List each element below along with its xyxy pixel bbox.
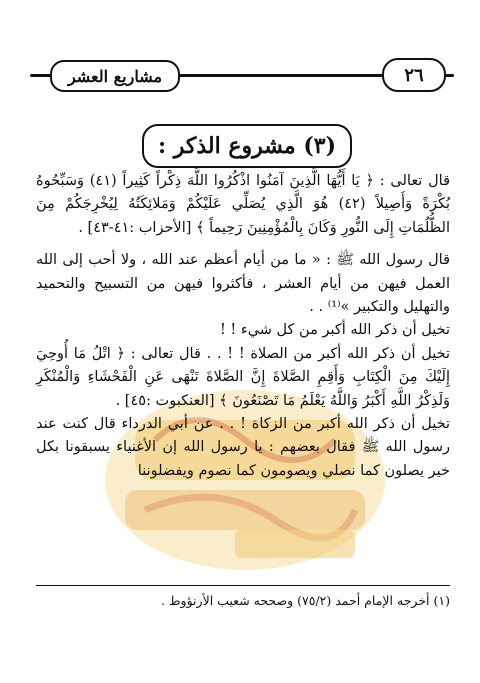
- paragraph-hadith-ashr: قال رسول الله ﷺ : « ما من أيام أعظم عند الله ، ولا أحب إلى الله العمل فيهن من أيام العشر ، فأكثروا فيهن من التسبيح والتحميد والتهليل والتكبير »⁽¹⁾ . .: [36, 252, 450, 316]
- paragraph-verse-ahzab: قال تعالى : ﴿ يَا أَيُّهَا الَّذِينَ آمَنُوا اذْكُرُوا اللَّهَ ذِكْراً كَثِيراً (٤١) وَسَبِّحُوهُ بُكْرَةً وَأَصِيلاً (٤٢) هُوَ الَّذِي يُصَلِّي عَلَيْكُمْ وَمَلائِكَتُهُ لِيُخْرِجَكُمْ مِنَ الظُّلُمَاتِ إِلَى النُّورِ وَكَانَ بِالْمُؤْمِنِينَ رَحِيماً ﴾ [الأحزاب :٤١-٤٣] .: [36, 173, 451, 236]
- footnote-rule: [36, 585, 450, 586]
- page-number: ٢٦: [382, 58, 446, 92]
- section-title: (٣) مشروع الذكر :: [142, 124, 352, 168]
- book-title: مشاريع العشر: [50, 60, 180, 92]
- page-header: [30, 56, 454, 96]
- paragraph-dhikr-salah: تخيل أن ذكر الله أكبر من الصلاة ! ! . . قال تعالى : ﴿ اتْلُ مَا أُوحِيَ إِلَيْكَ مِنَ الْكِتَابِ وَأَقِمِ الصَّلاةَ إِنَّ الصَّلاةَ تَنْهَى عَنِ الْفَحْشَاءِ وَالْمُنْكَرِ وَلَذِكْرُ اللَّهِ أَكْبَرُ وَاللَّهُ يَعْلَمُ مَا تَصْنَعُونَ ﴾ [العنكبوت :٤٥] .: [36, 345, 450, 409]
- footnote: (١) أخرجه الإمام أحمد (٧٥/٢) وصححه شعيب الأرنؤوط .: [161, 593, 450, 608]
- body-text: [36, 170, 450, 483]
- paragraph-dhikr-greatest: تخيل أن ذكر الله أكبر من كل شيء ! !: [220, 322, 450, 339]
- paragraph-dhikr-zakah: تخيل أن ذكر الله أكبر من الزكاة ! . . عن أبي الدرداء قال كنت عند رسول الله ﷺ فقال بعضهم : يا رسول الله إن الأغنياء يسبقونا بكل خير يصلون كما نصلي ويصومون كما نصوم ويفضلوننا: [36, 416, 450, 479]
